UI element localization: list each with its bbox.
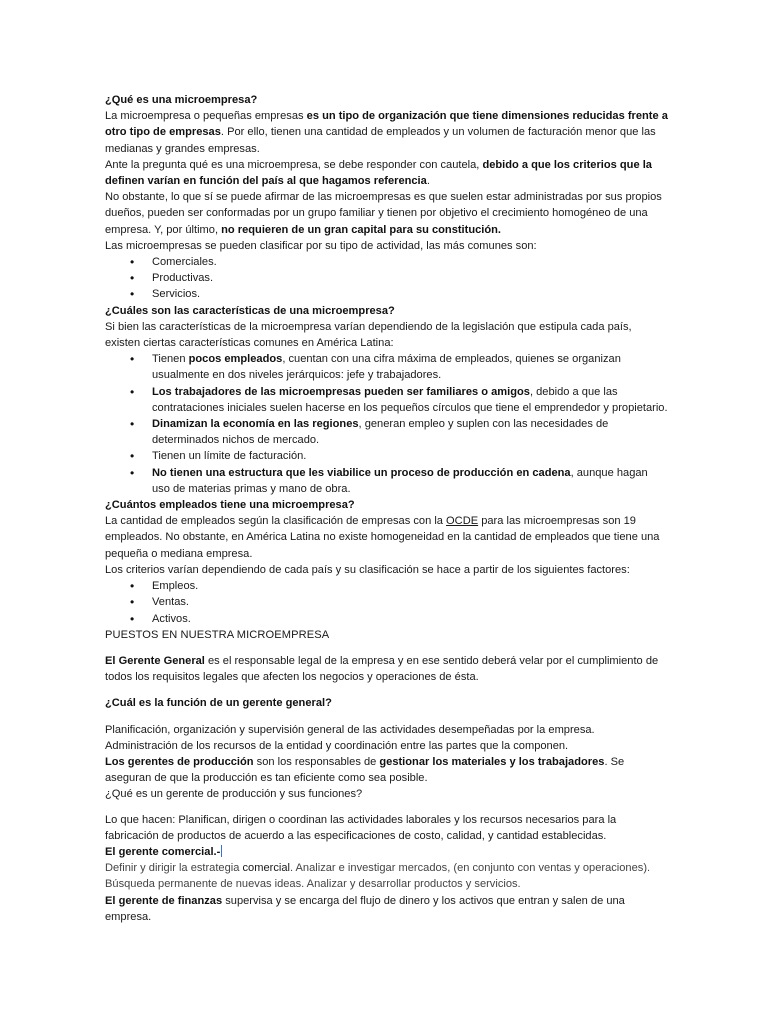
list-item: • Ventas. [105,594,668,610]
paragraph: No obstante, lo que sí se puede afirmar de las microempresas es que suelen estar administradas por sus propios dueños, pueden ser conformadas por un grupo familiar y tienen por objetivo el crecimiento homogéneo de una empresa. Y, por último, no requieren de un gran capital para su constitución. [105,191,662,236]
factors-list [105,578,668,627]
list-item: • Tienen un límite de facturación. [105,448,668,464]
heading-caracteristicas: ¿Cuáles son las características de una microempresa? [105,304,395,317]
heading-cuantos-empleados: ¿Cuántos empleados tiene una microempresa? [105,499,355,512]
list-item: • Tienen pocos empleados, cuentan con una cifra máxima de empleados, quienes se organizan usualmente en dos niveles jerárquicos: jefe y trabajadores. [105,351,668,383]
list-item: • Productivas. [105,270,668,286]
paragraph: Si bien las características de la microempresa varían dependiendo de la legislación que estipula cada país, existen ciertas características comunes en América Latina: [105,320,632,350]
heading-que-es: ¿Qué es una microempresa? [105,94,258,106]
paragraph-gerente-finanzas: El gerente de finanzas supervisa y se encarga del flujo de dinero y los activos que entran y salen de una empresa. [105,894,625,923]
paragraph: Ante la pregunta qué es una microempresa, se debe responder con cautela, debido a que los criterios que la definen varían en función del país al que hagamos referencia. [105,158,652,188]
list-item: • Comerciales. [105,254,668,270]
paragraph-gerente-general: El Gerente General es el responsable legal de la empresa y en ese sentido deberá velar por el cumplimiento de todos los requisitos legales que afecten los negocios y operaciones de ésta. [105,654,659,684]
paragraph: Las microempresas se pueden clasificar por su tipo de actividad, las más comunes son: [105,239,537,252]
activity-types-list [105,254,668,303]
text-cursor [221,845,222,857]
paragraph: Administración de los recursos de la entidad y coordinación entre las partes que la componen. [105,739,569,752]
ocde-link[interactable]: OCDE [446,515,479,528]
characteristics-list [105,351,668,497]
paragraph: Planificación, organización y supervisión general de las actividades desempeñadas por la empresa. [105,723,595,736]
list-item: • Dinamizan la economía en las regiones, generan empleo y suplen con las necesidades de determinados nichos de mercado. [105,416,668,448]
paragraph: La cantidad de empleados según la clasificación de empresas con la OCDE para las microempresas son 19 empleados. No obstante, en América Latina no existe homogeneidad en la cantidad de empleados que tiene una pequeña o mediana empresa. [105,515,660,560]
heading-funcion-gerente: ¿Cuál es la función de un gerente general? [105,697,332,710]
paragraph: La microempresa o pequeñas empresas es un tipo de organización que tiene dimensiones reducidas frente a otro tipo de empresas. Por ello, tienen una cantidad de empleados y un volumen de facturación menor que las medianas y grandes empresas. [105,110,668,155]
paragraph: ¿Qué es un gerente de producción y sus funciones? [105,788,363,801]
paragraph-gerente-produccion: Los gerentes de producción son los responsables de gestionar los materiales y los trabajadores. Se aseguran de que la producción es tan eficiente como sea posible. [105,755,625,785]
heading-gerente-comercial: El gerente comercial.- [105,845,221,858]
paragraph-comercial: Definir y dirigir la estrategia comercial. Analizar e investigar mercados, (en conjunto con ventas y operaciones). Búsqueda permanente de nuevas ideas. Analizar y desarrollar productos y servicios. [105,862,651,891]
paragraph: Lo que hacen: Planifican, dirigen o coordinan las actividades laborales y los recursos necesarios para la fabricación de productos de acuerdo a las especificaciones de costo, calidad, y cantidad establecidas. [105,813,617,842]
section-title-puestos: PUESTOS EN NUESTRA MICROEMPRESA [105,628,330,641]
paragraph: Los criterios varían dependiendo de cada país y su clasificación se hace a partir de los siguientes factores: [105,563,630,576]
list-item: • No tienen una estructura que les viabilice un proceso de producción en cadena, aunque hagan uso de materias primas y mano de obra. [105,465,668,497]
list-item: • Los trabajadores de las microempresas pueden ser familiares o amigos, debido a que las contrataciones iniciales suelen hacerse en los pequeños círculos que tiene el emprendedor y propietario. [105,384,668,416]
list-item: • Servicios. [105,286,668,302]
list-item: • Empleos. [105,578,668,594]
list-item: • Activos. [105,611,668,627]
